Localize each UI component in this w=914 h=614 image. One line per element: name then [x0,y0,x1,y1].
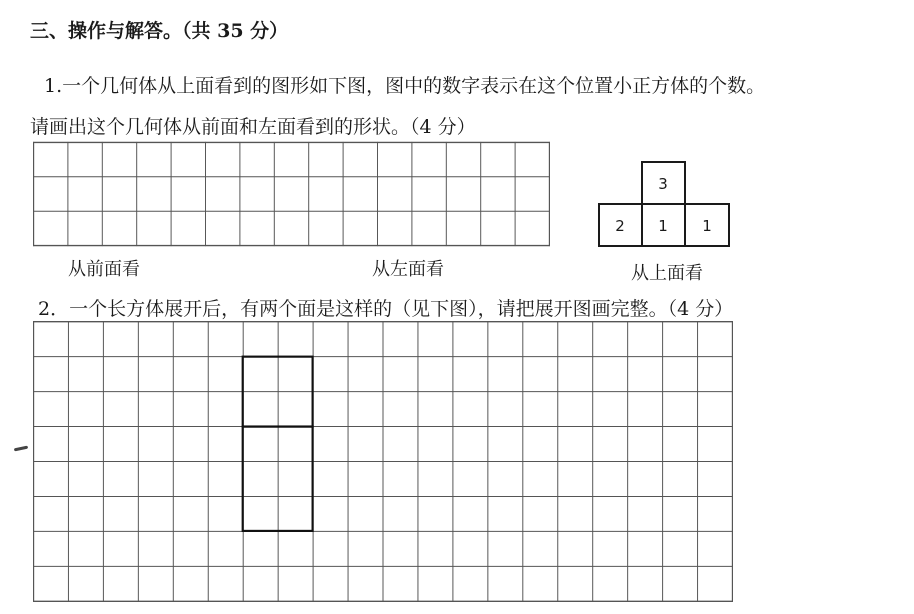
top-view-count-front-middle: 1 [658,217,668,235]
caption-front-view: 从前面看 [68,259,140,280]
pen-mark [14,446,28,452]
caption-left-view: 从左面看 [372,259,444,280]
top-view-count-back-middle: 3 [658,175,668,193]
top-view-count-front-right: 1 [702,217,712,235]
answer-grid-question-1[interactable] [33,141,550,247]
question-1-text-line-1: 1.一个几何体从上面看到的图形如下图，图中的数字表示在这个位置小正方体的个数。 [44,75,766,97]
caption-top-view: 从上面看 [631,263,703,284]
section-title: 三、操作与解答。（共 35 分） [30,20,289,42]
top-view-diagram [598,161,730,247]
question-1-text-line-2: 请画出这个几何体从前面和左面看到的形状。（4 分） [30,116,476,138]
answer-grid-question-2[interactable] [33,319,733,604]
question-2-text: 2．一个长方体展开后，有两个面是这样的（见下图），请把展开图画完整。（4 分） [38,298,734,320]
top-view-count-front-left: 2 [615,217,625,235]
